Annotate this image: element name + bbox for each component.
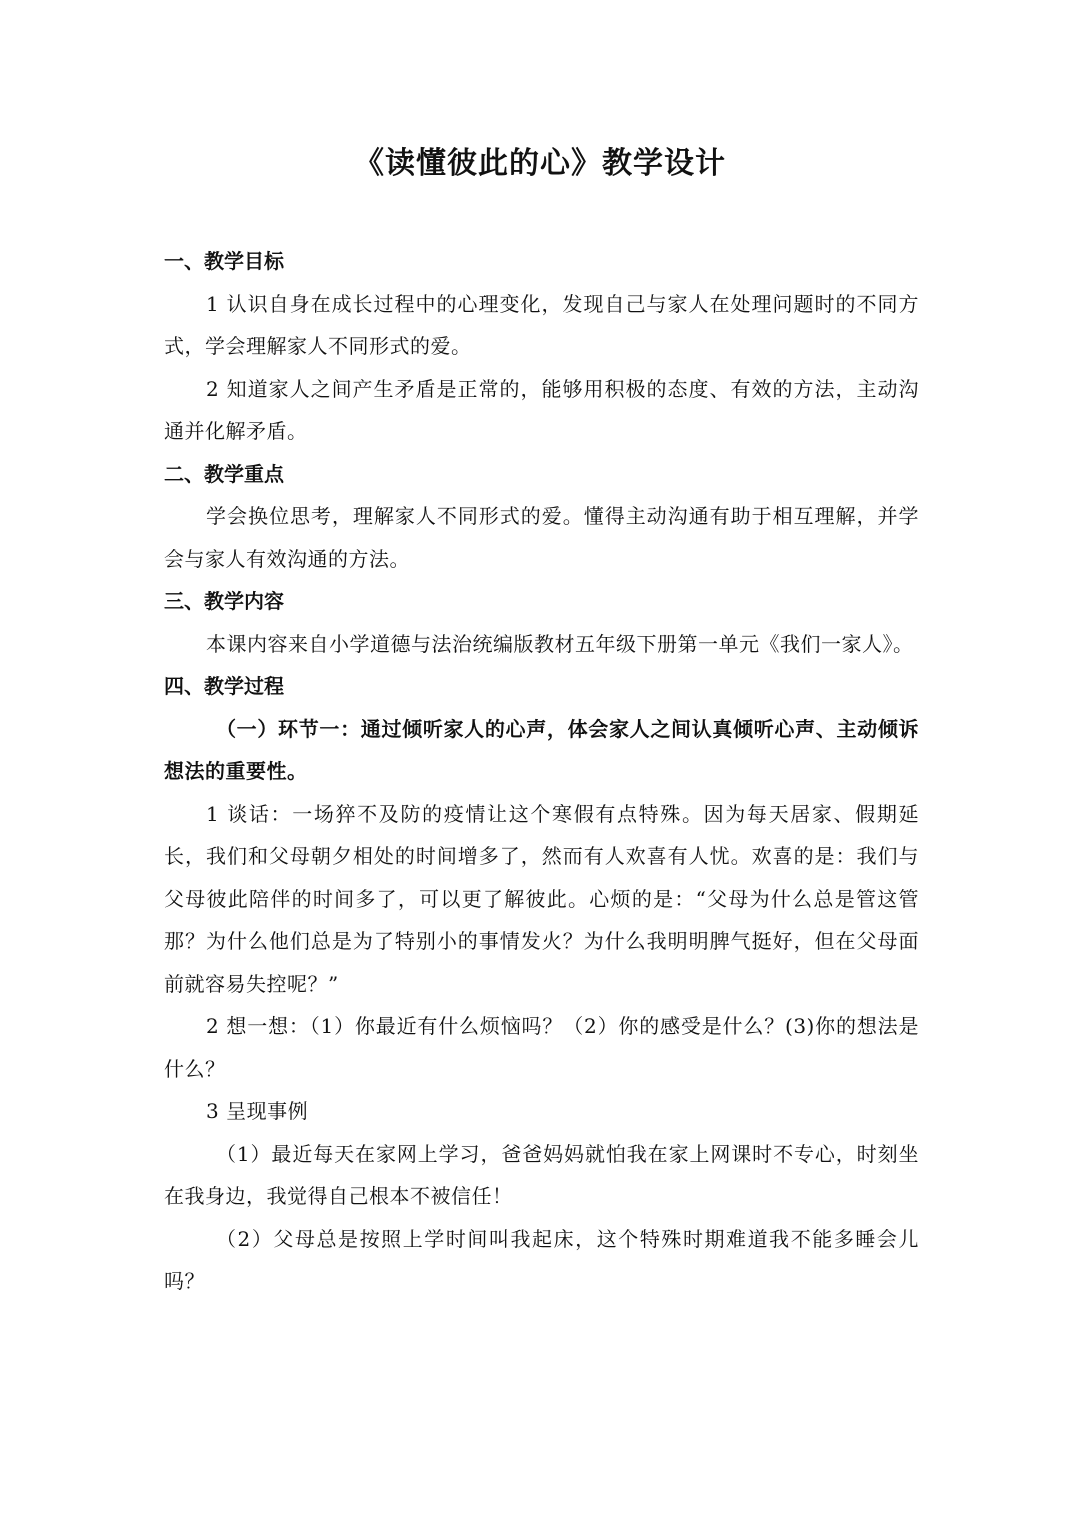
focus-paragraph: 学会换位思考，理解家人不同形式的爱。懂得主动沟通有助于相互理解，并学会与家人有效沟通的方法。 [164,504,919,571]
process-case-1: （1）最近每天在家网上学习，爸爸妈妈就怕我在家上网课时不专心，时刻坐在我身边，我觉得自己根本不被信任！ [164,1141,919,1208]
process-case-2: （2）父母总是按照上学时间叫我起床，这个特殊时期难道我不能多睡会儿吗？ [164,1226,919,1293]
section-heading-process: 四、教学过程 [164,674,284,698]
section-heading-content: 三、教学内容 [164,589,284,613]
document-title: 《读懂彼此的心》教学设计 [354,146,726,181]
process-step1-title: （一）环节一：通过倾听家人的心声，体会家人之间认真倾听心声、主动倾诉想法的重要性。 [164,716,919,783]
goal-item-2: 2 知道家人之间产生矛盾是正常的，能够用积极的态度、有效的方法，主动沟通并化解矛盾。 [164,376,919,443]
process-think-paragraph: 2 想一想：（1）你最近有什么烦恼吗？（2）你的感受是什么？(3)你的想法是什么？ [164,1014,919,1081]
goal-item-1: 1 认识自身在成长过程中的心理变化，发现自己与家人在处理问题时的不同方式，学会理解家人不同形式的爱。 [164,291,919,358]
section-heading-goals: 一、教学目标 [164,249,284,273]
process-cases-title: 3 呈现事例 [206,1099,309,1123]
process-talk-paragraph: 1 谈话：一场猝不及防的疫情让这个寒假有点特殊。因为每天居家、假期延长，我们和父母朝夕相处的时间增多了，然而有人欢喜有人忧。欢喜的是：我们与父母彼此陪伴的时间多了，可以更了解彼此。心烦的是：“父母为什么总是管这管那？为什么他们总是为了特别小的事情发火？为什么我明明脾气挺好，但在父母面前就容易失控呢？” [164,801,919,996]
document-body [164,240,919,1303]
section-heading-focus: 二、教学重点 [164,461,284,486]
content-paragraph: 本课内容来自小学道德与法治统编版教材五年级下册第一单元《我们一家人》。 [206,631,914,656]
